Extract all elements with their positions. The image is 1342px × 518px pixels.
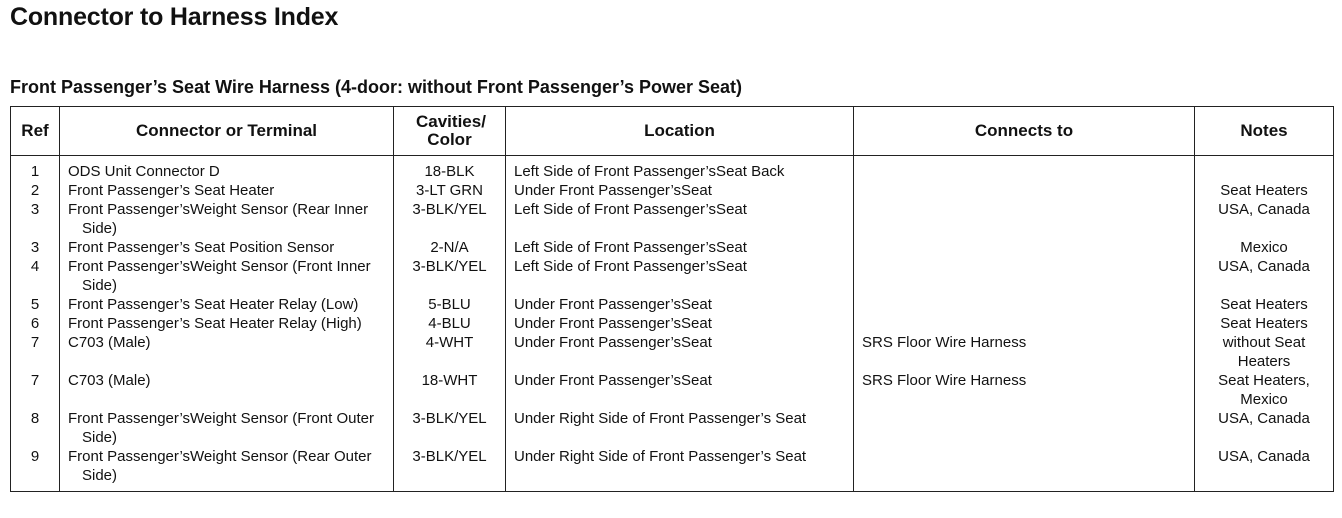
cell-connector: Front Passenger’s Seat Heater Relay (Low) — [68, 296, 359, 313]
cell-location: Under Right Side of Front Passenger’s Seat — [506, 409, 854, 447]
cell-notes: USA, Canada — [1195, 447, 1334, 492]
cell-connector: C703 (Male) — [68, 334, 151, 351]
cell-notes: USA, Canada — [1195, 409, 1334, 447]
cell-notes: Seat Heaters, Mexico — [1195, 371, 1334, 409]
page-title: Connector to Harness Index — [10, 3, 339, 31]
cell-connects-to — [854, 181, 1195, 200]
cell-ref: 3 — [11, 238, 60, 257]
cell-cavities: 3-BLK/YEL — [394, 257, 506, 295]
cell-cavities: 4-WHT — [394, 333, 506, 371]
cell-location: Under Right Side of Front Passenger’s Seat — [506, 447, 854, 492]
header-notes: Notes — [1195, 107, 1334, 156]
cell-notes: Seat Heaters — [1195, 314, 1334, 333]
header-connector: Connector or Terminal — [60, 107, 394, 156]
cell-location: Under Front Passenger’sSeat — [506, 371, 854, 409]
cell-connects-to — [854, 295, 1195, 314]
table-row — [11, 447, 1334, 492]
cell-notes — [1195, 156, 1334, 182]
cell-cavities: 18-WHT — [394, 371, 506, 409]
cell-ref: 6 — [11, 314, 60, 333]
cell-ref: 4 — [11, 257, 60, 295]
cell-ref: 3 — [11, 200, 60, 238]
cell-connector: Front Passenger’s Seat Position Sensor — [68, 239, 335, 256]
cell-cavities: 3-BLK/YEL — [394, 200, 506, 238]
cell-cavities: 2-N/A — [394, 238, 506, 257]
cell-cavities: 3-LT GRN — [394, 181, 506, 200]
header-ref: Ref — [11, 107, 60, 156]
table-row — [11, 295, 1334, 314]
cell-connects-to — [854, 447, 1195, 492]
cell-connector: Front Passenger’sWeight Sensor (Front Inner Side) — [68, 258, 371, 294]
cell-notes: Seat Heaters — [1195, 181, 1334, 200]
cell-location: Under Front Passenger’sSeat — [506, 295, 854, 314]
header-location: Location — [506, 107, 854, 156]
cell-cavities: 5-BLU — [394, 295, 506, 314]
section-title: Front Passenger’s Seat Wire Harness (4-door: without Front Passenger’s Power Seat) — [10, 77, 743, 97]
cell-ref: 7 — [11, 371, 60, 409]
cell-connects-to — [854, 314, 1195, 333]
cell-ref: 5 — [11, 295, 60, 314]
cell-connector: Front Passenger’sWeight Sensor (Rear Outer Side) — [68, 448, 372, 484]
cell-notes: without Seat Heaters — [1195, 333, 1334, 371]
cell-location: Left Side of Front Passenger’sSeat — [506, 257, 854, 295]
cell-cavities: 3-BLK/YEL — [394, 409, 506, 447]
table-row — [11, 181, 1334, 200]
cell-location: Left Side of Front Passenger’sSeat — [506, 200, 854, 238]
cell-location: Under Front Passenger’sSeat — [506, 181, 854, 200]
cell-connects-to — [854, 200, 1195, 238]
connector-index-table — [10, 106, 1334, 492]
cell-connects-to — [854, 156, 1195, 182]
cell-cavities: 18-BLK — [394, 156, 506, 182]
cell-connects-to — [854, 257, 1195, 295]
cell-ref: 1 — [11, 156, 60, 182]
cell-notes: Mexico — [1195, 238, 1334, 257]
cell-location: Under Front Passenger’sSeat — [506, 333, 854, 371]
cell-location: Left Side of Front Passenger’sSeat Back — [506, 156, 854, 182]
cell-ref: 9 — [11, 447, 60, 492]
cell-ref: 8 — [11, 409, 60, 447]
header-cavities: Cavities/ Color — [394, 107, 506, 156]
table-row — [11, 238, 1334, 257]
cell-location: Under Front Passenger’sSeat — [506, 314, 854, 333]
cell-connects-to: SRS Floor Wire Harness — [854, 371, 1195, 409]
cell-connects-to — [854, 238, 1195, 257]
cell-connector: ODS Unit Connector D — [68, 163, 220, 180]
cell-connects-to — [854, 409, 1195, 447]
table-row — [11, 200, 1334, 238]
cell-notes: Seat Heaters — [1195, 295, 1334, 314]
cell-connects-to: SRS Floor Wire Harness — [854, 333, 1195, 371]
cell-connector: Front Passenger’s Seat Heater Relay (High) — [68, 315, 362, 332]
table-row — [11, 409, 1334, 447]
table-row — [11, 371, 1334, 409]
cell-cavities: 3-BLK/YEL — [394, 447, 506, 492]
table-header-row — [11, 107, 1334, 156]
cell-notes: USA, Canada — [1195, 200, 1334, 238]
cell-ref: 7 — [11, 333, 60, 371]
cell-connector: Front Passenger’sWeight Sensor (Rear Inner Side) — [68, 201, 369, 237]
table-row — [11, 314, 1334, 333]
header-connects-to: Connects to — [854, 107, 1195, 156]
table-row — [11, 156, 1334, 182]
cell-connector: Front Passenger’s Seat Heater — [68, 182, 275, 199]
cell-notes: USA, Canada — [1195, 257, 1334, 295]
cell-connector: Front Passenger’sWeight Sensor (Front Outer Side) — [68, 410, 374, 446]
cell-location: Left Side of Front Passenger’sSeat — [506, 238, 854, 257]
cell-ref: 2 — [11, 181, 60, 200]
table-row — [11, 257, 1334, 295]
cell-cavities: 4-BLU — [394, 314, 506, 333]
table-row — [11, 333, 1334, 371]
cell-connector: C703 (Male) — [68, 372, 151, 389]
